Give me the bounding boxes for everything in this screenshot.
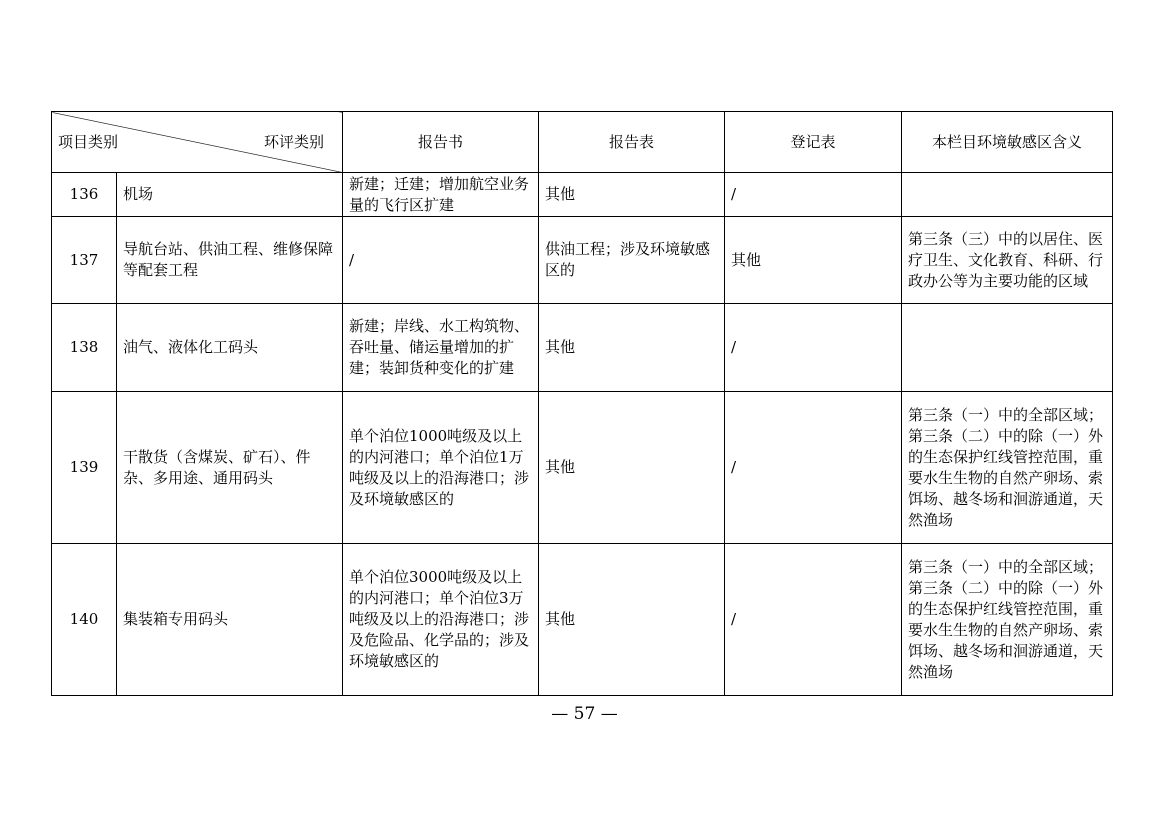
sensitive-area-cell: [902, 173, 1113, 217]
row-number: 139: [52, 392, 117, 544]
row-number: 136: [52, 173, 117, 217]
page-number: — 57 —: [551, 704, 618, 724]
project-name: 机场: [117, 173, 343, 217]
header-project-type: 项目类别: [58, 133, 119, 151]
row-number: 138: [52, 304, 117, 392]
eia-classification-table: [51, 111, 1113, 696]
header-registration-form: 登记表: [725, 112, 902, 173]
sensitive-area-cell: 第三条（一）中的全部区域；第三条（二）中的除（一）外的生态保护红线管控范围，重要水生生物的自然产卵场、索饵场、越冬场和洄游通道，天然渔场: [902, 544, 1113, 696]
registration-form-cell: /: [725, 173, 902, 217]
report-form-cell: 其他: [539, 173, 725, 217]
project-name: 集装箱专用码头: [117, 544, 343, 696]
report-book-cell: 单个泊位3000吨级及以上的内河港口；单个泊位3万吨级及以上的沿海港口；涉及危险品、化学品的；涉及环境敏感区的: [343, 544, 539, 696]
project-name: 干散货（含煤炭、矿石）、件杂、多用途、通用码头: [117, 392, 343, 544]
table-header-row: [52, 112, 1113, 173]
report-form-cell: 其他: [539, 304, 725, 392]
table-row: [52, 392, 1113, 544]
table-row: [52, 173, 1113, 217]
project-name: 油气、液体化工码头: [117, 304, 343, 392]
table-row: [52, 544, 1113, 696]
header-eia-type: 环评类别: [263, 133, 324, 151]
project-name: 导航台站、供油工程、维修保障等配套工程: [117, 217, 343, 304]
report-book-cell: 新建；迁建；增加航空业务量的飞行区扩建: [343, 173, 539, 217]
report-book-cell: 新建；岸线、水工构筑物、吞吐量、储运量增加的扩建；装卸货种变化的扩建: [343, 304, 539, 392]
registration-form-cell: 其他: [725, 217, 902, 304]
diagonal-header-cell: [52, 112, 343, 173]
registration-form-cell: /: [725, 544, 902, 696]
sensitive-area-cell: [902, 304, 1113, 392]
table-row: [52, 304, 1113, 392]
sensitive-area-cell: 第三条（三）中的以居住、医疗卫生、文化教育、科研、行政办公等为主要功能的区域: [902, 217, 1113, 304]
row-number: 137: [52, 217, 117, 304]
header-report-form: 报告表: [539, 112, 725, 173]
report-form-cell: 其他: [539, 544, 725, 696]
row-number: 140: [52, 544, 117, 696]
report-form-cell: 供油工程；涉及环境敏感区的: [539, 217, 725, 304]
header-report-book: 报告书: [343, 112, 539, 173]
report-book-cell: /: [343, 217, 539, 304]
sensitive-area-cell: 第三条（一）中的全部区域；第三条（二）中的除（一）外的生态保护红线管控范围，重要水生生物的自然产卵场、索饵场、越冬场和洄游通道，天然渔场: [902, 392, 1113, 544]
registration-form-cell: /: [725, 304, 902, 392]
report-form-cell: 其他: [539, 392, 725, 544]
report-book-cell: 单个泊位1000吨级及以上的内河港口；单个泊位1万吨级及以上的沿海港口；涉及环境敏感区的: [343, 392, 539, 544]
table-row: [52, 217, 1113, 304]
registration-form-cell: /: [725, 392, 902, 544]
header-sensitive-area: 本栏目环境敏感区含义: [902, 112, 1113, 173]
